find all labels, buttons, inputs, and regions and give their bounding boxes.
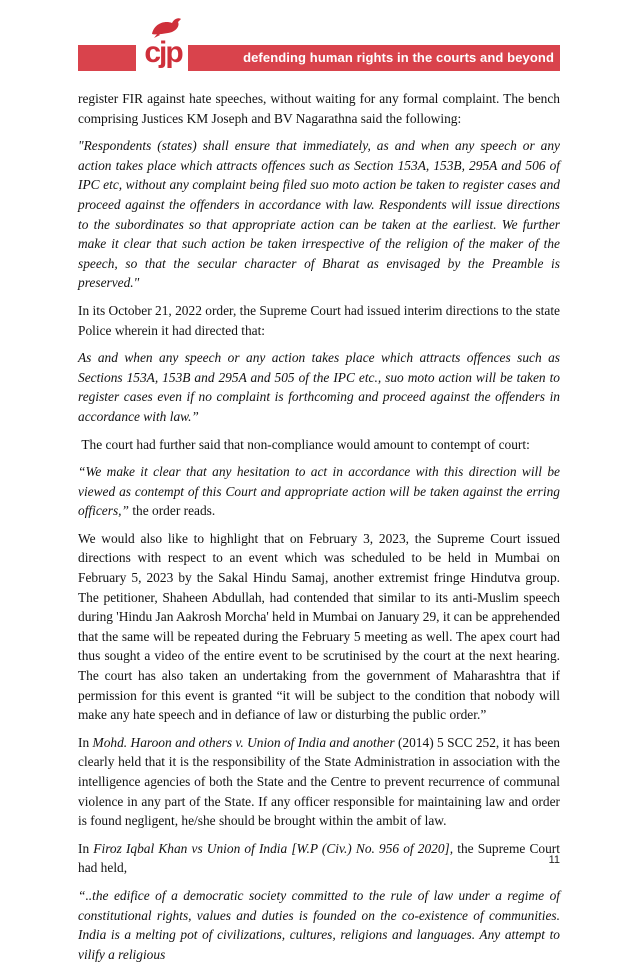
paragraph: The court had further said that non-compliance would amount to contempt of court:	[78, 436, 530, 452]
page-header	[0, 0, 638, 80]
case-citation: Firoz Iqbal Khan vs Union of India [W.P (Civ.) No. 956 of 2020],	[93, 840, 454, 856]
cjp-logo	[138, 14, 188, 74]
quote-text: “We make it clear that any hesitation to act in accordance with this direction will be viewed as contempt of this Court and appropriate action will be taken against the erring officers,”	[78, 464, 560, 519]
paragraph: We would also like to highlight that on February 3, 2023, the Supreme Court issued directions with respect to an event which was scheduled to be held in Mumbai on February 5, 2023 by the Sakal Hindu Samaj, another extremist fringe Hindutva group. The petitioner, Shaheen Abdullah, had contended that similar to its anti-Muslim speech during 'Hindu Jan Aakrosh Morcha' held in Mumbai on January 29, it can be apprehended that the same will be repeated during the February 5 meeting as well. The apex court had thus sought a video of the entire event to be scrutinised by the court at the next hearing. The court has also taken an undertaking from the government of Maharashtra that if permission for this event is granted “it will be subject to the condition that nobody will make any hate speech and in defiance of law or disturbing the public order.”	[78, 530, 560, 723]
page-number: 11	[548, 854, 560, 866]
quote-paragraph: As and when any speech or any action takes place which attracts offences such as Sections 153A, 153B and 295A and 505 of the IPC etc., suo moto action will be taken to register cases even if no complaint is forthcoming and proceed against the offenders in accordance with law.”	[78, 350, 560, 424]
paragraph: In its October 21, 2022 order, the Supreme Court had issued interim directions to the state Police wherein it had directed that:	[78, 302, 560, 338]
case-citation: Mohd. Haroon and others v. Union of India and another	[92, 734, 395, 750]
paragraph-text: (2014) 5 SCC 252, it has been clearly held that it is the responsibility of the State Administration in association with the intelligence agencies of both the State and the Centre to prevent recurrence of communal violence in any part of the State. If any officer responsible for maintaining law and order is found negligent, he/she should be brought within the ambit of law.	[78, 734, 564, 829]
paragraph-text: the Supreme Court had held,	[78, 840, 564, 876]
paragraph	[78, 733, 564, 831]
document-body	[78, 89, 564, 972]
logo-text: cjp	[144, 36, 182, 69]
quote-tail: the order reads.	[128, 503, 216, 519]
paragraph	[78, 462, 560, 521]
quote-paragraph: “..the edifice of a democratic society committed to the rule of law under a regime of constitutional rights, values and duties is founded on the co-existence of communities. India is a melting pot of civilizations, cultures, religions and languages. Any attempt to vilify a religious	[78, 887, 560, 962]
header-tagline: defending human rights in the courts and beyond	[188, 45, 560, 71]
quote-paragraph: "Respondents (states) shall ensure that immediately, as and when any speech or any action takes place which attracts offences such as Section 153A, 153B, 295A and 506 of IPC etc, without any complaint being filed suo moto action be taken to register cases and proceed against the offenders in accordance with law. Respondents will issue directions to the subordinates so that appropriate action can be taken at the earliest. We further make it clear that such action be taken irrespective of the religion of the maker of the speech, so that the secular character of Bharat as envisaged by the Preamble is preserved."	[78, 138, 560, 291]
text-prefix: In	[78, 734, 93, 750]
paragraph	[78, 839, 564, 878]
paragraph: register FIR against hate speeches, without waiting for any formal complaint. The bench comprising Justices KM Joseph and BV Nagarathna said the following:	[78, 91, 560, 126]
header-band-left	[78, 45, 136, 71]
text-prefix: In	[78, 840, 94, 856]
